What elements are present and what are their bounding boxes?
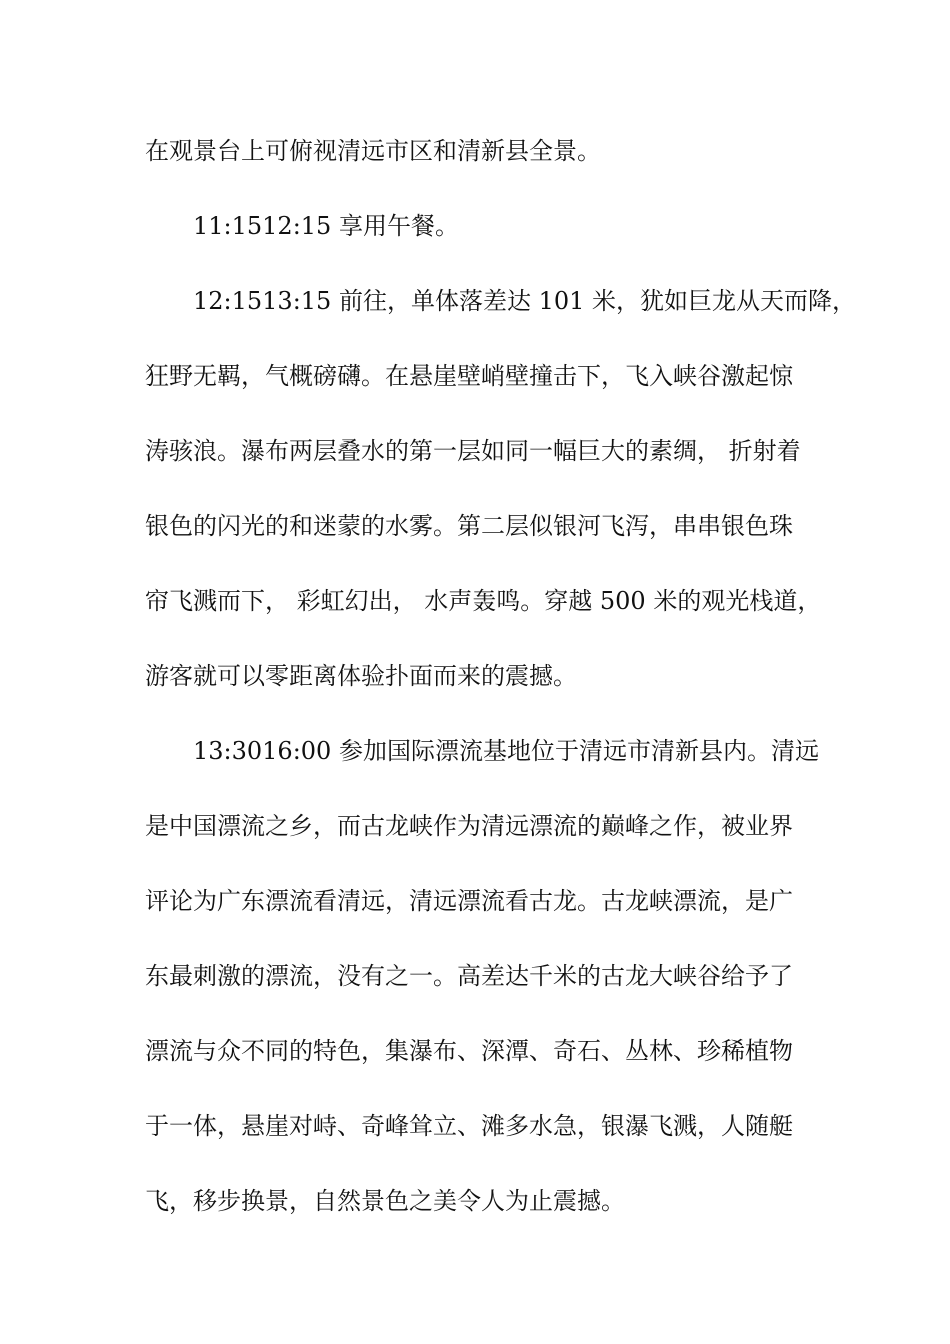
text-line: 在观景台上可俯视清远市区和清新县全景。 (145, 137, 601, 165)
text-line: 游客就可以零距离体验扑面而来的震撼。 (145, 662, 577, 690)
text-line: 11:1512:15 享用午餐。 (193, 212, 459, 240)
text-line: 12:1513:15 前往，单体落差达 101 米，犹如巨龙从天而降， (193, 287, 857, 315)
text-line: 银色的闪光的和迷蒙的水雾。第二层似银河飞泻，串串银色珠 (145, 512, 793, 540)
text-line: 于一体，悬崖对峙、奇峰耸立、滩多水急，银瀑飞溅，人随艇 (145, 1112, 793, 1140)
text-line: 狂野无羁，气概磅礴。在悬崖壁峭壁撞击下，飞入峡谷激起惊 (145, 362, 793, 390)
text-line: 是中国漂流之乡，而古龙峡作为清远漂流的巅峰之作，被业界 (145, 812, 793, 840)
text-line: 东最刺激的漂流，没有之一。高差达千米的古龙大峡谷给予了 (145, 962, 793, 990)
text-line: 评论为广东漂流看清远，清远漂流看古龙。古龙峡漂流，是广 (145, 887, 793, 915)
text-line: 帘飞溅而下， 彩虹幻出， 水声轰鸣。穿越 500 米的观光栈道， (145, 587, 822, 615)
text-line: 漂流与众不同的特色，集瀑布、深潭、奇石、丛林、珍稀植物 (145, 1037, 793, 1065)
text-line: 涛骇浪。瀑布两层叠水的第一层如同一幅巨大的素绸， 折射着 (145, 437, 801, 465)
text-line: 飞，移步换景，自然景色之美令人为止震撼。 (145, 1187, 625, 1215)
text-line: 13:3016:00 参加国际漂流基地位于清远市清新县内。清远 (193, 737, 819, 765)
